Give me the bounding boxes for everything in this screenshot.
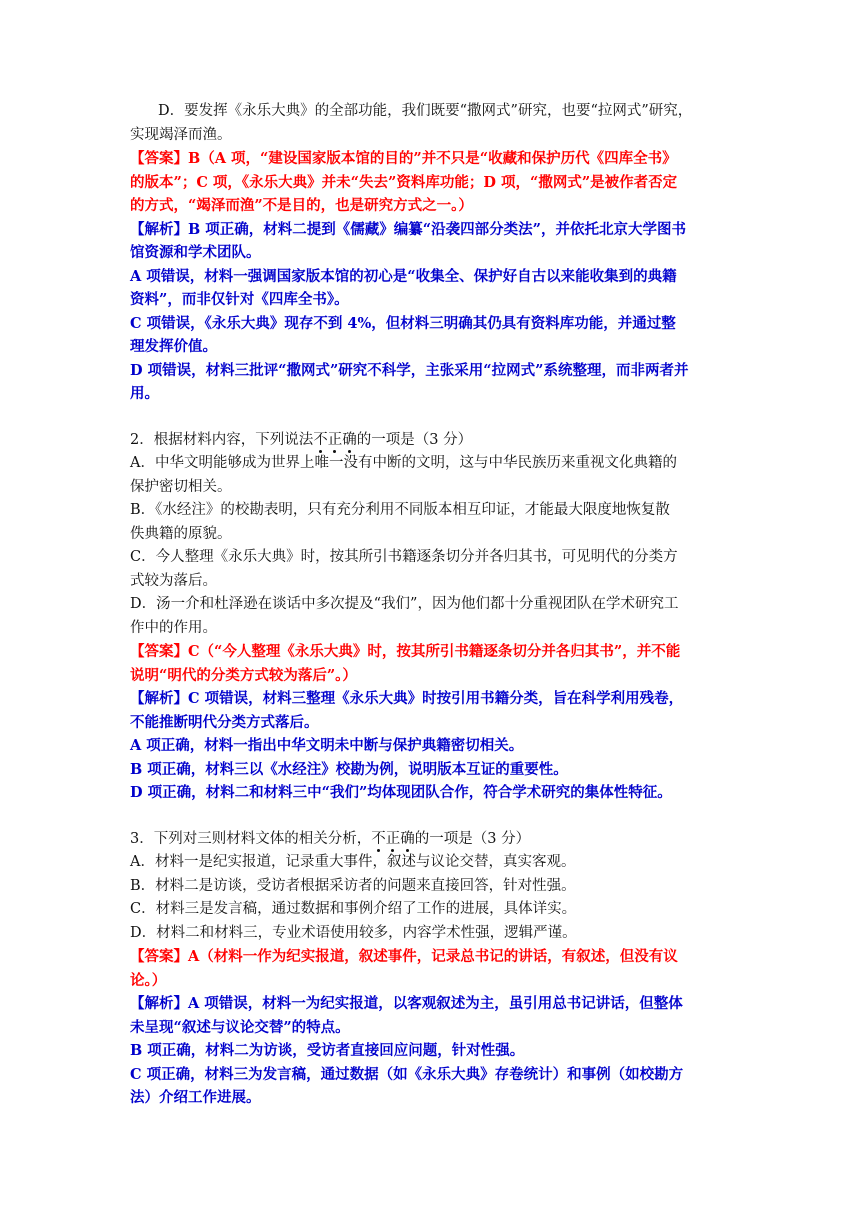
q3-stem (130, 828, 732, 852)
q2-analysis: B 项正确，材料三以《水经注》校勘为例，说明版本互证的重要性。 (130, 760, 568, 778)
q1-analysis: 馆资源和学术团队。 (130, 244, 261, 261)
q1-analysis: 资料”，而非仅针对《四库全书》。 (130, 291, 349, 308)
q2-stem-post: 的一项是（3 分） (356, 431, 473, 448)
q3-analysis: 未呈现“叙述与议论交替”的特点。 (130, 1018, 350, 1036)
q2-option: 式较为落后。 (130, 572, 217, 589)
q3-option: A．材料一是纪实报道，记录重大事件，叙述与议论交替，真实客观。 (130, 854, 576, 870)
q2-analysis: 不能推断明代分类方式落后。 (130, 713, 319, 731)
q1-answer: 的版本”；C 项，《永乐大典》并未“失去”资料库功能；D 项，“撒网式”是被作者否定 (130, 173, 678, 191)
q1-analysis: C 项错误，《永乐大典》现存不到 4%，但材料三明确其仍具有资料库功能，并通过整 (130, 314, 676, 332)
q2-analysis: 【解析】C 项错误，材料三整理《永乐大典》时按引用书籍分类，旨在科学利用残卷， (130, 690, 684, 707)
q3-option: B．材料二是访谈，受访者根据采访者的问题来直接回答，针对性强。 (130, 877, 576, 894)
q1-analysis: 理发挥价值。 (130, 338, 217, 355)
q1-analysis: D 项错误，材料三批评“撒网式”研究不科学，主张采用“拉网式”系统整理，而非两者并 (130, 361, 689, 379)
q2-option: 作中的作用。 (130, 619, 217, 636)
spacer (130, 406, 732, 429)
emphasis-dot-char: 不 (313, 431, 328, 448)
q2-option: A．中华文明能够成为世界上唯一没有中断的文明，这与中华民族历来重视文化典籍的 (130, 455, 677, 471)
q3-analysis: B 项正确，材料二为访谈，受访者直接回应问题，针对性强。 (130, 1042, 525, 1059)
document-page (130, 100, 732, 1110)
q2-stem (130, 429, 732, 453)
q2-analysis: A 项正确，材料一指出中华文明未中断与保护典籍密切相关。 (130, 737, 524, 754)
q1-option-d: D．要发挥《永乐大典》的全部功能，我们既要“撒网式”研究，也要“拉网式”研究， (158, 103, 693, 119)
q3-answer: 【答案】A（材料一作为纪实报道，叙述事件，记录总书记的讲话，有叙述，但没有议 (130, 948, 678, 965)
q3-option: D．材料二和材料三，专业术语使用较多，内容学术性强，逻辑严谨。 (130, 924, 577, 941)
q3-analysis: 法）介绍工作进展。 (130, 1089, 261, 1106)
q2-option: B．《水经注》的校勘表明，只有充分利用不同版本相互印证，才能最大限度地恢复散 (130, 502, 670, 518)
q1-option-d-cont: 实现竭泽而渔。 (130, 126, 232, 143)
q2-option: D．汤一介和杜泽逊在谈话中多次提及“我们”，因为他们都十分重视团队在学术研究工 (130, 596, 679, 612)
q1-analysis: 用。 (130, 385, 159, 402)
spacer (130, 805, 732, 828)
q2-option: 保护密切相关。 (130, 478, 232, 495)
q2-stem-pre: 2．根据材料内容，下列说法 (130, 431, 314, 448)
q3-stem-pre: 3．下列对三则材料文体的相关分析， (130, 830, 372, 847)
q2-answer: 说明“明代的分类方式较为落后”。） (130, 666, 357, 684)
q3-option: C．材料三是发言稿，通过数据和事例介绍了工作的进展，具体详实。 (130, 901, 577, 917)
emphasis-dot-char: 不 (371, 830, 386, 847)
q1-answer: 【答案】B（A 项，“建设国家版本馆的目的”并不只是“收藏和保护历代《四库全书》 (130, 150, 677, 167)
emphasis-dot-char: 确 (342, 431, 357, 448)
q2-option: 佚典籍的原貌。 (130, 525, 232, 542)
q2-analysis: D 项正确，材料二和材料三中“我们”均体现团队合作，符合学术研究的集体性特征。 (130, 784, 672, 801)
q3-answer: 论。） (130, 971, 167, 989)
emphasis-dot-char: 正 (385, 830, 401, 847)
q3-analysis: 【解析】A 项错误，材料一为纪实报道，以客观叙述为主，虽引用总书记讲话，但整体 (130, 995, 683, 1012)
q1-analysis: 【解析】B 项正确，材料二提到《儒藏》编纂“沿袭四部分类法”，并依托北京大学图书 (130, 220, 686, 238)
q1-answer: 的方式，“竭泽而渔”不是目的，也是研究方式之一。） (130, 197, 473, 214)
q3-analysis: C 项正确，材料三为发言稿，通过数据（如《永乐大典》存卷统计）和事例（如校勘方 (130, 1065, 684, 1083)
emphasis-dot-char: 正 (327, 431, 343, 448)
emphasis-dot-char: 确 (400, 830, 415, 847)
q2-answer: 【答案】C（“今人整理《永乐大典》时，按其所引书籍逐条切分并各归其书”，并不能 (130, 643, 681, 660)
q3-stem-post: 的一项是（3 分） (414, 830, 531, 847)
q1-analysis: A 项错误，材料一强调国家版本馆的初心是“收集全、保护好自古以来能收集到的典籍 (130, 267, 677, 285)
q2-option: C．今人整理《永乐大典》时，按其所引书籍逐条切分并各归其书，可见明代的分类方 (130, 549, 678, 565)
